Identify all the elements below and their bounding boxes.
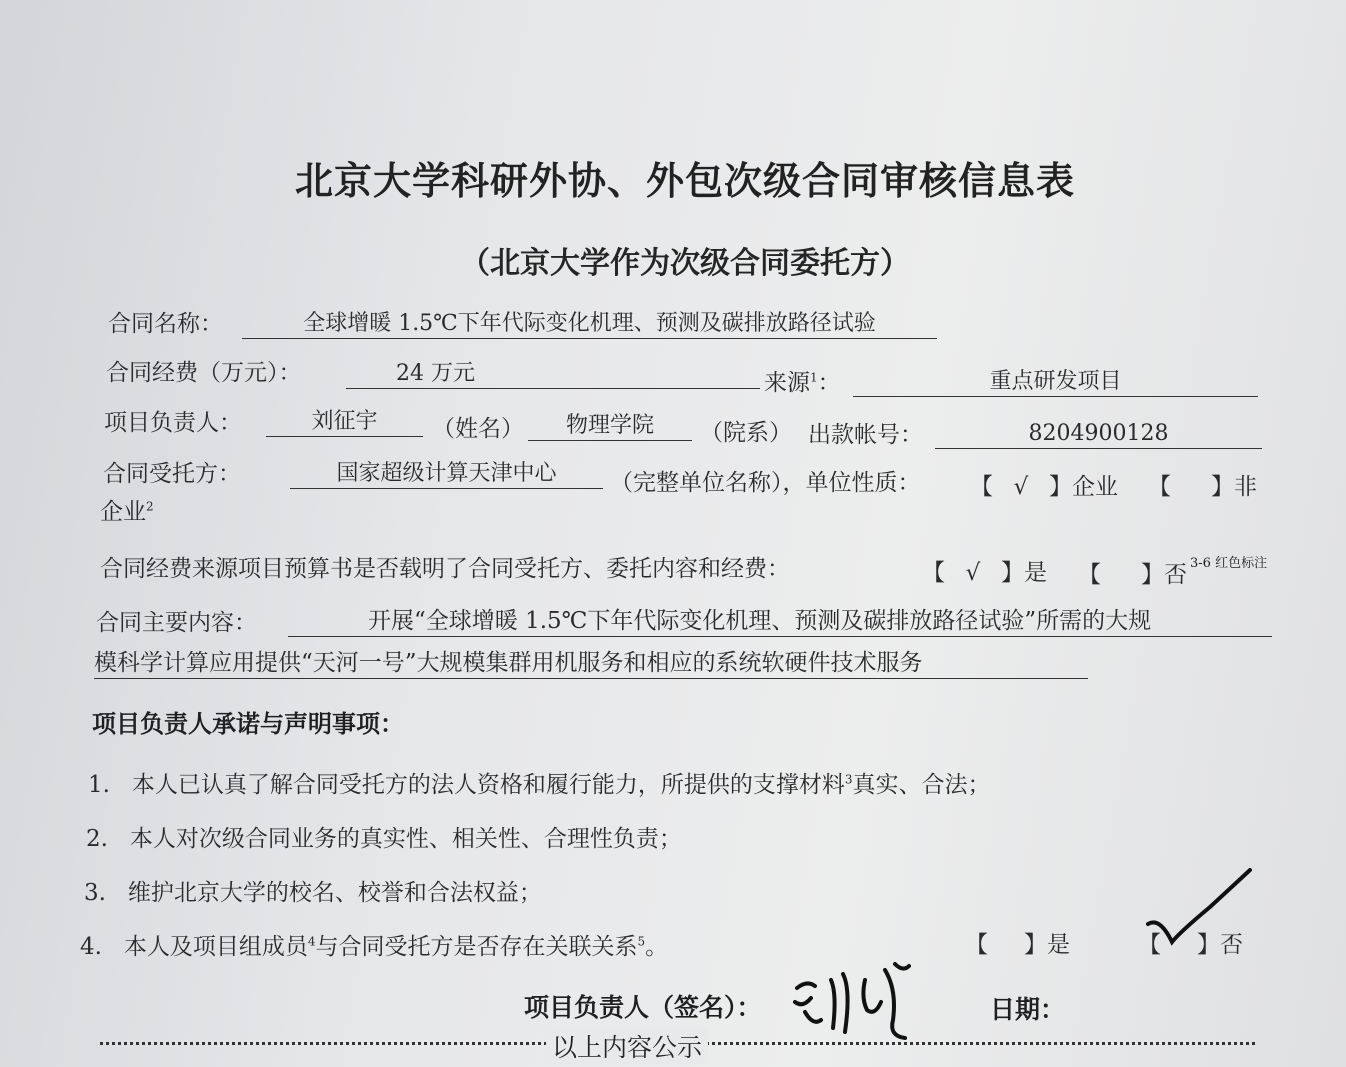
budget-question: 合同经费来源项目预算书是否载明了合同受托方、委托内容和经费： bbox=[100, 556, 790, 582]
non-enterprise-option[interactable]: 【 】非 bbox=[1148, 474, 1257, 500]
declaration-item-3: 3. 维护北京大学的校名、校誉和合法权益； bbox=[84, 880, 542, 906]
signature-label: 项目负责人（签名）： bbox=[524, 993, 762, 1022]
declaration-item-4: 4. 本人及项目组成员$^4$与合同受托方是否存在关联关系$^5$。 bbox=[80, 934, 669, 960]
budget-yes-option[interactable]: 【 √ 】是 bbox=[922, 560, 1047, 586]
budget-yes-check[interactable]: √ bbox=[965, 560, 981, 586]
declaration-item-1: 1. 本人已认真了解合同受托方的法人资格和履行能力，所提供的支撑材料$^3$真实、合法； bbox=[88, 772, 991, 798]
enterprise-check[interactable]: √ bbox=[1013, 474, 1029, 500]
handwritten-checkmark-icon bbox=[1140, 862, 1270, 952]
declaration-item-2: 2. 本人对次级合同业务的真实性、相关性、合理性负责； bbox=[86, 826, 682, 852]
content-line-1[interactable]: 开展“全球增暖 1.5℃下年代际变化机理、预测及碳排放路径试验”所需的大规 bbox=[288, 606, 1272, 637]
enterprise-option[interactable]: 【 √ 】企业 bbox=[970, 474, 1118, 500]
content-line-2[interactable]: 模科学计算应用提供“天河一号”大规模集群用机服务和相应的系统软硬件技术服务 bbox=[94, 648, 1088, 679]
trustee-field[interactable]: 国家超级计算天津中心 bbox=[290, 460, 603, 489]
pi-label: 项目负责人： bbox=[104, 410, 242, 436]
relation-no-option[interactable]: 【 】否 bbox=[1138, 932, 1243, 958]
funding-field[interactable]: 24 万元 bbox=[346, 360, 760, 389]
trustee-label: 合同受托方： bbox=[103, 461, 241, 487]
source-label: 来源$^1$： bbox=[764, 370, 841, 396]
account-label: 出款帐号： bbox=[808, 422, 923, 448]
contract-name-field[interactable]: 全球增暖 1.5℃下年代际变化机理、预测及碳排放路径试验 bbox=[242, 310, 937, 339]
dept-field[interactable]: 物理学院 bbox=[528, 412, 692, 441]
funding-label: 合同经费（万元）： bbox=[106, 360, 302, 386]
date-label: 日期： bbox=[990, 995, 1066, 1024]
name-hint: （姓名） bbox=[432, 416, 524, 442]
document-subtitle: （北京大学作为次级合同委托方） bbox=[460, 246, 910, 281]
relation-yes-option[interactable]: 【 】是 bbox=[965, 932, 1070, 958]
budget-no-option[interactable]: 【 】否 bbox=[1078, 562, 1187, 588]
disclosure-label: 以上内容公示 bbox=[546, 1028, 708, 1064]
account-field[interactable]: 8204900128 bbox=[935, 420, 1262, 449]
trustee-hint: （完整单位名称），单位性质： bbox=[610, 470, 921, 496]
budget-note: 3-6 红色标注 bbox=[1190, 556, 1268, 571]
pi-name-field[interactable]: 刘征宇 bbox=[266, 408, 423, 437]
document-title: 北京大学科研外协、外包次级合同审核信息表 bbox=[294, 159, 1075, 203]
source-field[interactable]: 重点研发项目 bbox=[853, 368, 1258, 397]
declarations-heading: 项目负责人承诺与声明事项： bbox=[92, 710, 404, 738]
non-enterprise-label-cont: 企业$^2$ bbox=[100, 499, 154, 525]
handwritten-signature bbox=[785, 950, 925, 1045]
contract-name-label: 合同名称： bbox=[108, 311, 223, 337]
dept-hint: （院系） bbox=[700, 420, 792, 446]
content-label: 合同主要内容： bbox=[96, 610, 257, 636]
